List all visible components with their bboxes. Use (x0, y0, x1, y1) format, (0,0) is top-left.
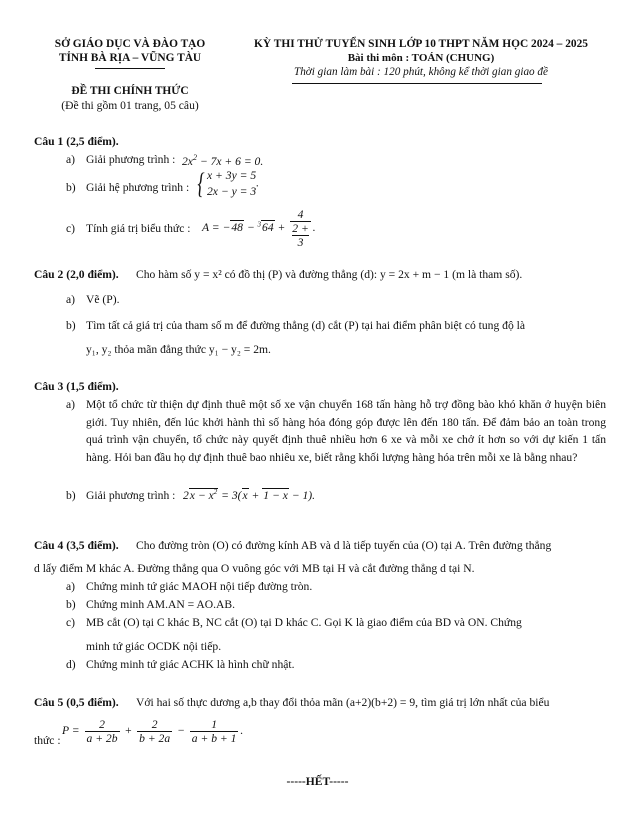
time-limit: Thời gian làm bài : 120 phút, không kể thời gian giao đề (293, 66, 548, 78)
q2-a-label: a) (66, 293, 76, 306)
exam-title: KỲ THI THỬ TUYỂN SINH LỚP 10 THPT NĂM HỌC 2024 – 2025 (254, 38, 588, 50)
q3-a-text: Một tổ chức từ thiện dự định thuê một số xe vận chuyển 168 tấn hàng hỗ trợ đồng bào khó khăn ở huyện biên giới. Tuy nhiên, đến lúc khởi hành thì số hàng hóa đóng góp được lên đến 180 tấn. Để đảm bảo an toàn trong quá trình vận chuyển, tổ chức này quyết định thuê nhiều hơn 6 xe và mỗi xe chở ít hơn so với dự kiến 1 tấn hàng. Hỏi ban đầu họ dự định thuê bao nhiêu xe, biết rằng khối lượng hàng hóa trên mỗi xe là bằng nhau? (86, 398, 606, 464)
q1-title: Câu 1 (2,5 điểm). (34, 135, 119, 148)
q2-a-text: Vẽ (P). (86, 293, 120, 306)
q2-b-label: b) (66, 319, 76, 332)
q4-d-text: Chứng minh tứ giác ACHK là hình chữ nhật. (86, 658, 295, 671)
dept-line-1: SỞ GIÁO DỤC VÀ ĐÀO TẠO (54, 38, 206, 50)
q5-title: Câu 5 (0,5 điểm). (34, 696, 119, 709)
q1-c-expression: A = −48 − $^3$64 + 4 2 + 3 . (202, 208, 316, 249)
q4-d-label: d) (66, 658, 76, 671)
q3-b-equation: $2x - x^2 = 3(x + 1 - x - 1)$. (183, 488, 316, 502)
q4-b-label: b) (66, 598, 76, 611)
q4-c-text-2: minh tứ giác OCDK nội tiếp. (86, 640, 222, 653)
q1-b-system: { x + 3y = 5 2x − y = 3 . (197, 167, 260, 200)
official-label: ĐỀ THI CHÍNH THỨC (71, 85, 189, 97)
q3-a-label: a) (66, 398, 76, 411)
q5-expression: P = $\frac{2}{a + 2b}$ + $\frac{2}{b + 2a}$ − $\frac{1}{a + b + 1}$ . (62, 718, 244, 745)
system-eq-2: 2x − y = 3 (207, 185, 257, 198)
q1-c-text: Tính giá trị biểu thức : (86, 222, 191, 235)
q2-intro: Cho hàm số y = x² có đồ thị (P) và đường thẳng (d): y = 2x + m − 1 (m là tham số). (136, 268, 523, 281)
q1-c-label: c) (66, 222, 76, 235)
q4-a-label: a) (66, 580, 76, 593)
header-right-rule (292, 83, 542, 84)
q4-c-text-1: MB cắt (O) tại C khác B, NC cắt (O) tại D khác C. Gọi K là giao điểm của BD và ON. Chứng (86, 616, 522, 629)
q2-b-text-2: y₁, y₂ thỏa mãn đẳng thức y₁ − y₂ = 2m. (86, 343, 271, 356)
system-brace: { (197, 167, 205, 200)
q5-expr-label: thức : (34, 734, 61, 747)
q5-intro: Với hai số thực dương a,b thay đổi thỏa mãn (a+2)(b+2) = 9, tìm giá trị lớn nhất của biểu (136, 696, 550, 709)
q4-b-text: Chứng minh AM.AN = AO.AB. (86, 598, 236, 611)
page-count: (Đề thi gồm 01 trang, 05 câu) (61, 99, 199, 112)
q2-title: Câu 2 (2,0 điểm). (34, 268, 119, 281)
q2-b-text-1: Tìm tất cả giá trị của tham số m để đường thẳng (d) cắt (P) tại hai điểm phân biệt có tung độ là (86, 319, 526, 332)
end-marker: -----HẾT----- (286, 775, 349, 788)
q1-a-text: Giải phương trình : (86, 153, 176, 166)
q3-b-label: b) (66, 489, 76, 502)
q4-a-text: Chứng minh tứ giác MAOH nội tiếp đường tròn. (86, 580, 313, 593)
q4-c-label: c) (66, 616, 76, 629)
q1-b-text: Giải hệ phương trình : (86, 181, 190, 194)
subject: Bài thi môn : TOÁN (CHUNG) (347, 52, 495, 64)
header-left-rule (95, 68, 165, 69)
q4-title: Câu 4 (3,5 điểm). (34, 539, 119, 552)
q4-intro-1: Cho đường tròn (O) có đường kính AB và d là tiếp tuyến của (O) tại A. Trên đường thẳng (136, 539, 552, 552)
dept-line-2: TỈNH BÀ RỊA – VŨNG TÀU (58, 52, 202, 64)
q4-intro-2: d lấy điểm M khác A. Đường thẳng qua O vuông góc với MB tại H và cắt đường thẳng d tại N. (34, 562, 475, 575)
system-eq-1: x + 3y = 5 (207, 169, 257, 182)
q1-a-equation: $2x^2 - 7x + 6 = 0$. (182, 153, 264, 168)
q1-b-label: b) (66, 181, 76, 194)
q3-b-text: Giải phương trình : (86, 489, 176, 502)
q3-title: Câu 3 (1,5 điểm). (34, 380, 119, 393)
q1-a-label: a) (66, 153, 76, 166)
